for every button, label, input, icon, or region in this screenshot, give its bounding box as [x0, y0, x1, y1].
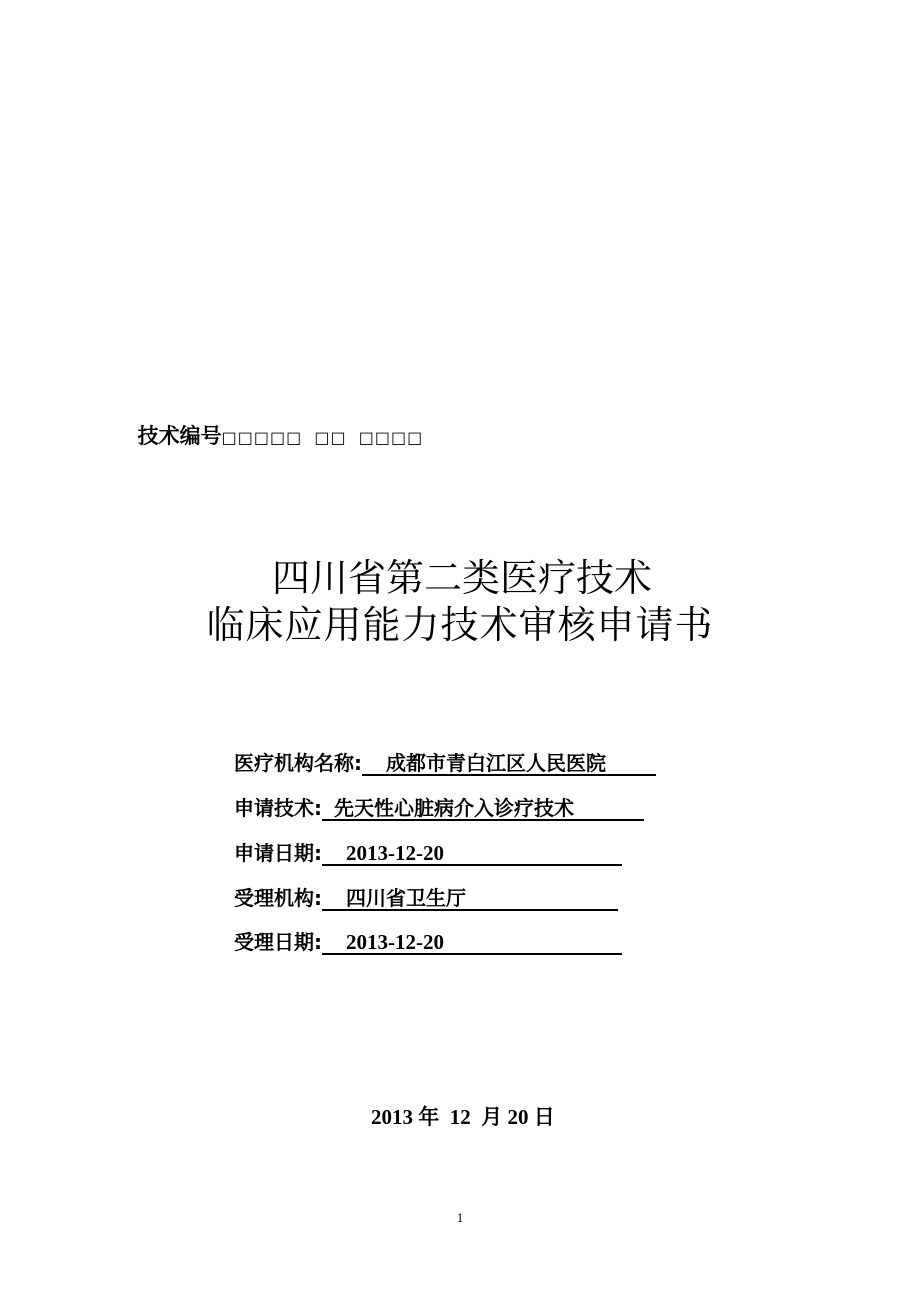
- document-title-line-2: 临床应用能力技术审核申请书: [206, 603, 714, 647]
- apply-date-value: 2013-12-20: [322, 842, 622, 866]
- footer-date: 2013 年 12 月 20 日: [371, 1105, 555, 1129]
- technology-label: 申请技术:: [234, 796, 322, 820]
- accepting-org-value: 四川省卫生厅: [322, 887, 618, 911]
- field-institution: [234, 750, 656, 776]
- accepting-org-label: 受理机构:: [234, 886, 322, 910]
- institution-value: 成都市青白江区人民医院: [362, 752, 656, 776]
- institution-label: 医疗机构名称:: [234, 751, 362, 775]
- document-title-line-1: 四川省第二类医疗技术: [271, 556, 652, 600]
- page-number: 1: [456, 1210, 464, 1225]
- field-technology: [234, 795, 644, 821]
- field-apply-date: [234, 840, 622, 866]
- field-accepting-org: [234, 885, 618, 911]
- apply-date-label: 申请日期:: [234, 841, 322, 865]
- field-accept-date: [234, 929, 622, 955]
- technical-number-label: 技术编号: [137, 424, 222, 448]
- technical-number-boxes: □□□□□ □□ □□□□: [221, 428, 424, 447]
- accept-date-value: 2013-12-20: [322, 931, 622, 955]
- accept-date-label: 受理日期:: [234, 930, 322, 954]
- technology-value: 先天性心脏病介入诊疗技术: [322, 797, 644, 821]
- technical-number: [123, 396, 423, 450]
